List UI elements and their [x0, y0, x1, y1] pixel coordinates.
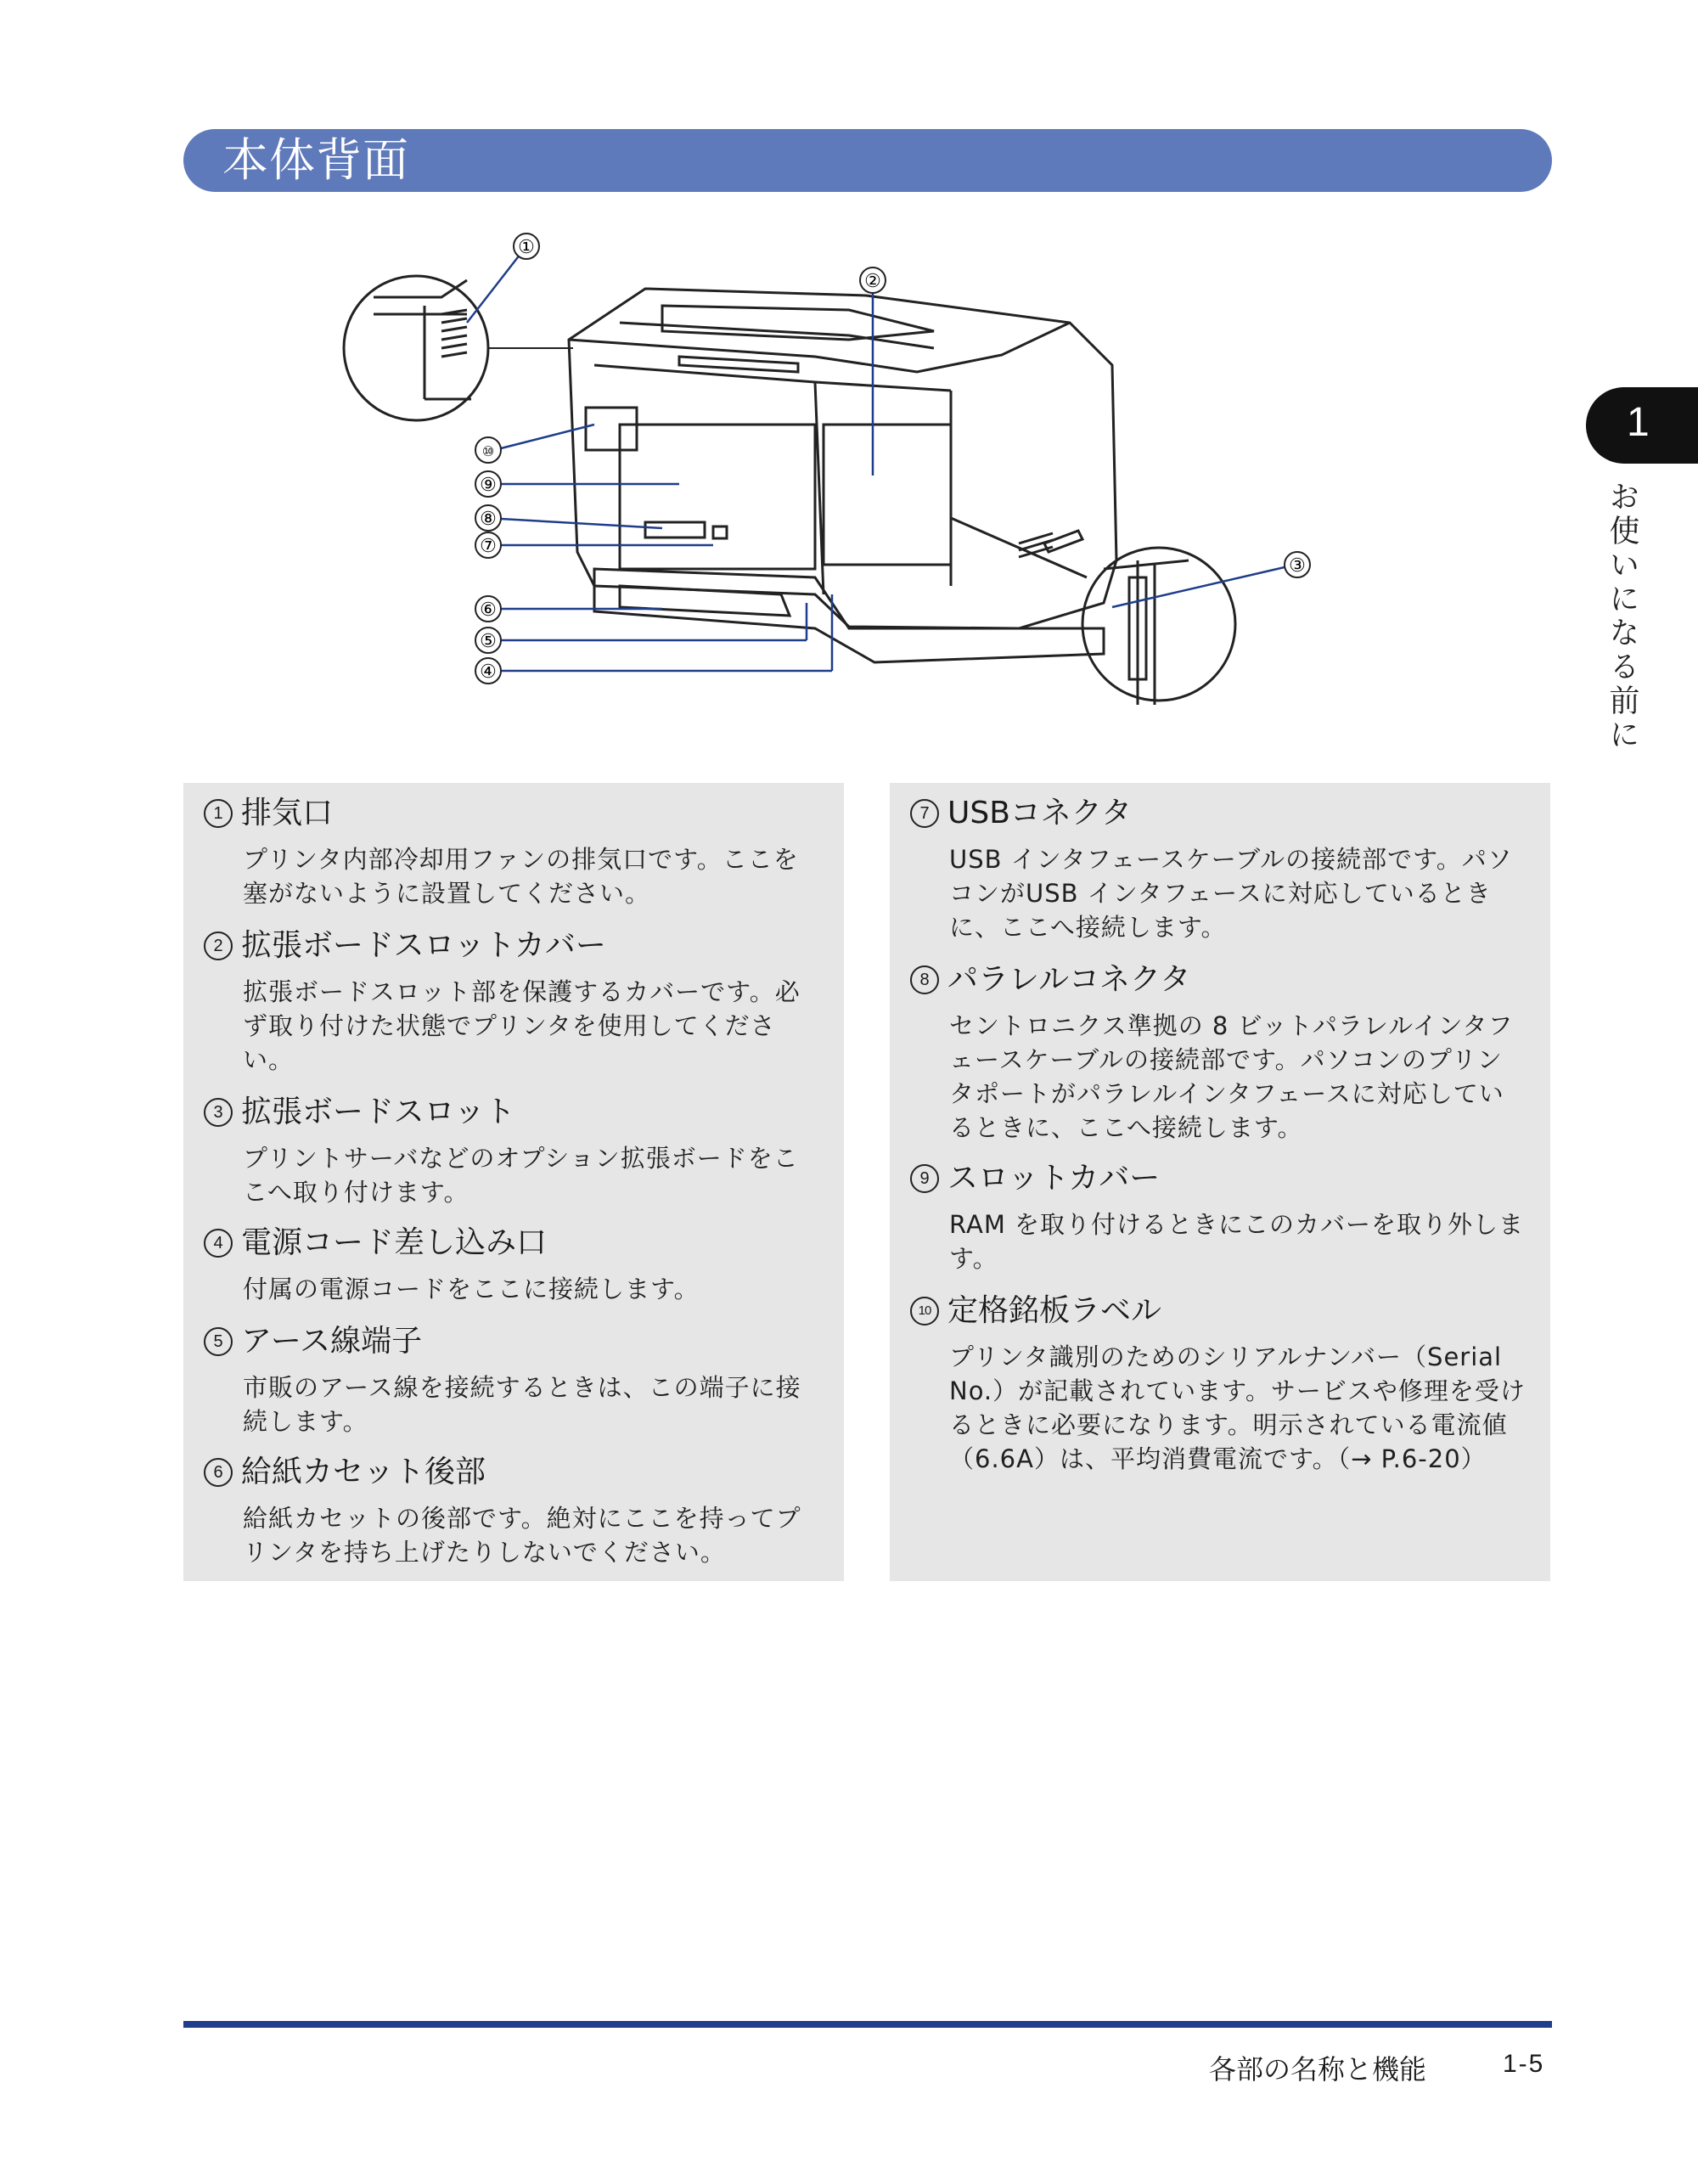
- section-header-bar: [183, 129, 1552, 192]
- item-description: プリンタ識別のためのシリアルナンバー（Serial No.）が記載されています。サービスや修理を受けるときに必要になります。明示されている電流値（6.6A）は、平均消費電流です。（→ P.6-20）: [949, 1342, 1526, 1473]
- item-title: 定格銘板ラベル: [947, 1293, 1162, 1328]
- item-description: 市販のアース線を接続するときは、この端子に接続します。: [243, 1373, 801, 1436]
- parts-panel-left: [183, 783, 844, 1581]
- svg-text:⑨: ⑨: [480, 474, 497, 495]
- item-title: 排気口: [241, 796, 334, 830]
- chapter-number: 1: [1627, 400, 1650, 445]
- item-number: 1: [204, 799, 233, 828]
- part-item: [204, 1323, 824, 1438]
- svg-text:⑩: ⑩: [481, 445, 495, 459]
- part-item: [204, 795, 824, 910]
- page-title: 本体背面: [222, 133, 409, 187]
- part-item: [204, 927, 824, 1077]
- svg-text:⑦: ⑦: [480, 535, 497, 556]
- svg-text:③: ③: [1289, 554, 1306, 576]
- svg-text:①: ①: [518, 236, 535, 257]
- callout-9: [475, 471, 501, 497]
- item-number: 8: [910, 965, 939, 994]
- callout-markers: [475, 234, 1310, 684]
- callout-2: [860, 267, 886, 293]
- svg-text:⑤: ⑤: [480, 630, 497, 651]
- part-item: [204, 1224, 824, 1306]
- svg-text:②: ②: [864, 270, 881, 291]
- part-item: [204, 1094, 824, 1209]
- callout-3: [1285, 552, 1310, 577]
- callout-10: [475, 437, 501, 463]
- item-description: セントロニクス準拠の 8 ビットパラレルインタフェースケーブルの接続部です。パソコンのプリンタポートがパラレルインタフェースに対応しているときに、ここへ接続します。: [949, 1011, 1514, 1142]
- chapter-side-label: お使いになる前に: [1605, 481, 1639, 752]
- callout-5: [475, 628, 501, 653]
- footer-rule: [183, 2021, 1552, 2028]
- item-description: 付属の電源コードをここに接続します。: [243, 1275, 700, 1303]
- item-number: 10: [910, 1297, 939, 1326]
- item-title: アース線端子: [241, 1324, 423, 1359]
- item-number: 6: [204, 1458, 233, 1487]
- svg-text:⑧: ⑧: [480, 508, 497, 529]
- part-item: [910, 1160, 1530, 1275]
- item-description: プリンタ内部冷却用ファンの排気口です。ここを塞がないように設置してください。: [243, 845, 799, 908]
- page-number: 1-5: [1503, 2050, 1545, 2078]
- item-description: RAM を取り付けるときにこのカバーを取り外します。: [949, 1210, 1525, 1273]
- callout-6: [475, 596, 501, 622]
- part-item: [204, 1454, 824, 1569]
- item-title: 電源コード差し込み口: [241, 1225, 548, 1260]
- footer-section-title: 各部の名称と機能: [1209, 2053, 1427, 2085]
- item-number: 9: [910, 1164, 939, 1193]
- item-title: 拡張ボードスロットカバー: [241, 928, 606, 963]
- item-title: スロットカバー: [947, 1161, 1161, 1196]
- svg-text:④: ④: [480, 661, 497, 682]
- part-item: [910, 1292, 1530, 1476]
- item-description: プリントサーバなどのオプション拡張ボードをここへ取り付けます。: [243, 1144, 799, 1207]
- item-description: 給紙カセットの後部です。絶対にここを持ってプリンタを持ち上げたりしないでください。: [243, 1504, 801, 1567]
- item-number: 2: [204, 932, 233, 960]
- item-title: 給紙カセット後部: [241, 1455, 486, 1489]
- printer-rear-illustration: [340, 229, 1316, 730]
- item-description: 拡張ボードスロット部を保護するカバーです。必ず取り付けた状態でプリンタを使用してください。: [243, 977, 801, 1074]
- svg-text:⑥: ⑥: [480, 599, 497, 620]
- item-title: 拡張ボードスロット: [241, 1095, 515, 1129]
- item-number: 7: [910, 799, 939, 828]
- parts-panel-right: [890, 783, 1550, 1581]
- chapter-tab: [1586, 387, 1698, 464]
- item-number: 5: [204, 1327, 233, 1356]
- callout-1: [514, 234, 539, 259]
- detail-circle-slot: [1082, 548, 1235, 701]
- item-number: 3: [204, 1098, 233, 1127]
- part-item: [910, 795, 1530, 944]
- callout-4: [475, 658, 501, 684]
- item-number: 4: [204, 1229, 233, 1258]
- part-item: [910, 961, 1530, 1145]
- item-title: パラレルコネクタ: [947, 962, 1191, 997]
- callout-8: [475, 505, 501, 531]
- callout-7: [475, 532, 501, 558]
- item-description: USB インタフェースケーブルの接続部です。パソコンがUSB インタフェースに対応しているときに、ここへ接続します。: [949, 845, 1513, 942]
- item-title: USBコネクタ: [947, 796, 1133, 830]
